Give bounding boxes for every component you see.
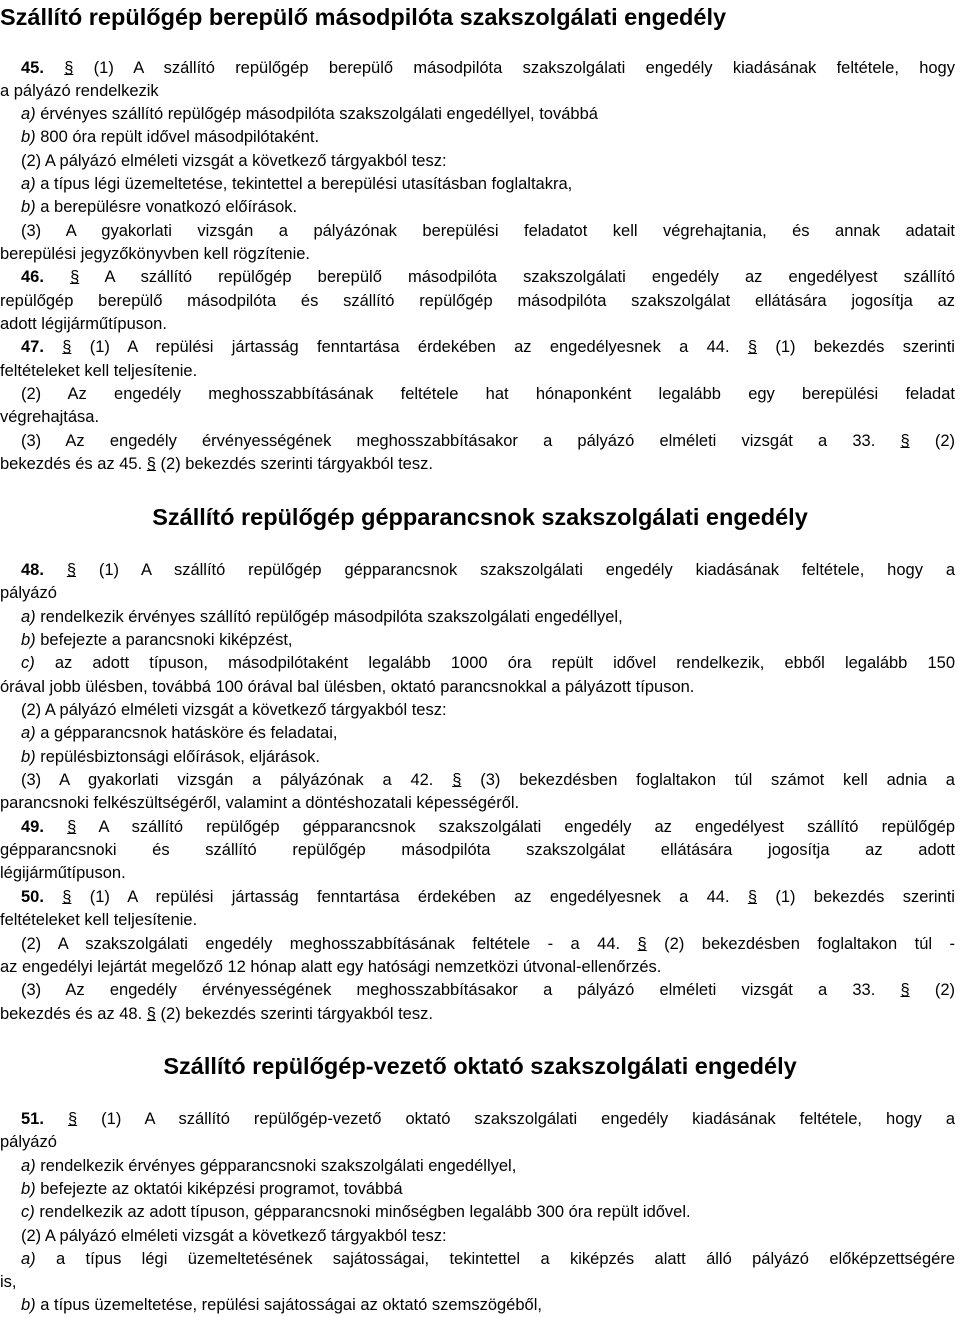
paragraph-47-line: (3) Az engedély érvényességének meghosszabbításakor a pályázó elméleti vizsgát a 33. § (2) [21, 432, 955, 450]
section-sign-link[interactable]: § [66, 561, 76, 579]
paragraph-45-line: (3) A gyakorlati vizsgán a pályázónak berepülési feladatot kell végrehajtania, és annak adatait [21, 222, 955, 240]
paragraph-48-line: 48. § (1) A szállító repülőgép gépparancsnok szakszolgálati engedély kiadásának feltétele, hogy a [21, 561, 955, 579]
list-item-b: b) a típus üzemeltetése, repülési sajátosságai az oktató szemszögéből, [21, 1296, 542, 1314]
list-item-b: b) befejezte az oktatói kiképzési programot, továbbá [21, 1180, 403, 1198]
section-sign-link[interactable]: § [747, 888, 758, 906]
section-sign-link[interactable]: § [62, 888, 72, 906]
paragraph-47-line: feltételeket kell teljesítenie. [0, 362, 198, 380]
section-sign-link[interactable]: § [637, 935, 647, 953]
section-sign-link[interactable]: § [747, 338, 758, 356]
list-item-b: b) 800 óra repült idővel másodpilótaként. [21, 128, 320, 146]
paragraph-47-line: 47. § (1) A repülési jártasság fenntartása érdekében az engedélyesnek a 44. § (1) bekezdés szerinti [21, 338, 955, 356]
section-sign-link[interactable]: § [62, 338, 72, 356]
paragraph-46-line: 46. § A szállító repülőgép berepülő másodpilóta szakszolgálati engedély az engedélyest szállító [21, 268, 955, 286]
list-item-c: c) rendelkezik az adott típuson, gépparancsnoki minőségben legalább 300 óra repült idővel. [21, 1203, 691, 1221]
paragraph-50-line: feltételeket kell teljesítenie. [0, 911, 198, 929]
paragraph-49-line: 49. § A szállító repülőgép gépparancsnok szakszolgálati engedély az engedélyest szállító repülőgép [21, 818, 955, 836]
section-sign-link[interactable]: § [146, 455, 156, 473]
section-sign-link[interactable]: § [900, 981, 910, 999]
list-item-c: c) az adott típuson, másodpilótaként legalább 1000 óra repült idővel rendelkezik, ebből legalább 150 [21, 654, 955, 672]
paragraph-46-line: adott légijárműtípuson. [0, 315, 167, 333]
list-item-a: a) érvényes szállító repülőgép másodpilóta szakszolgálati engedéllyel, továbbá [21, 105, 598, 123]
list-item-a: a) a gépparancsnok hatásköre és feladatai, [21, 724, 338, 742]
paragraph-50-line: az engedélyi lejártát megelőző 12 hónap alatt egy hatósági nemzetközi útvonal-ellenőrzés. [0, 958, 662, 976]
section-sign-link[interactable]: § [452, 771, 462, 789]
paragraph-45-line: berepülési jegyzőkönyvben kell rögzítenie. [0, 245, 311, 263]
paragraph-49-line: légijárműtípuson. [0, 864, 126, 882]
list-item-b: b) a berepülésre vonatkozó előírások. [21, 198, 298, 216]
list-item-b: b) befejezte a parancsnoki kiképzést, [21, 631, 293, 649]
list-item-a: a) rendelkezik érvényes szállító repülőgép másodpilóta szakszolgálati engedéllyel, [21, 608, 623, 626]
section-sign-link[interactable]: § [70, 268, 80, 286]
section-sign-link[interactable]: § [67, 1110, 78, 1128]
paragraph-50-line: bekezdés és az 48. § (2) bekezdés szerinti tárgyakból tesz. [0, 1005, 433, 1023]
paragraph-45-line: a pályázó rendelkezik [0, 82, 159, 100]
paragraph-50-line: 50. § (1) A repülési jártasság fenntartása érdekében az engedélyesnek a 44. § (1) bekezdés szerinti [21, 888, 955, 906]
paragraph-48-line: pályázó [0, 584, 57, 602]
paragraph-48-line: parancsnoki felkészültségéről, valamint a döntéshozatali képességéről. [0, 794, 520, 812]
section-sign-link[interactable]: § [64, 59, 74, 77]
heading-oktato: Szállító repülőgép-vezető oktató szakszolgálati engedély [163, 1053, 797, 1079]
list-item-a: a) a típus légi üzemeltetése, tekintettel a berepülési utasításban foglaltakra, [21, 175, 573, 193]
heading-gepparancsnok: Szállító repülőgép gépparancsnok szakszolgálati engedély [152, 504, 808, 530]
paragraph-number: 45. [21, 59, 44, 77]
heading-berepulo-masodpilota: Szállító repülőgép berepülő másodpilóta szakszolgálati engedély [0, 4, 727, 30]
paragraph-47-line: végrehajtása. [0, 408, 100, 426]
paragraph-51-line: 51. § (1) A szállító repülőgép-vezető oktató szakszolgálati engedély kiadásának feltétele, hogy a [21, 1110, 956, 1128]
paragraph-45-line: (2) A pályázó elméleti vizsgát a következő tárgyakból tesz: [21, 152, 447, 170]
paragraph-47-line: bekezdés és az 45. § (2) bekezdés szerinti tárgyakból tesz. [0, 455, 433, 473]
paragraph-51-line: is, [0, 1273, 17, 1291]
paragraph-51-line: pályázó [0, 1133, 57, 1151]
list-item-a: a) a típus légi üzemeltetésének sajátosságai, tekintettel a kiképzés alatt álló pályázó előképzettségére [21, 1250, 955, 1268]
paragraph-45-line: 45. § (1) A szállító repülőgép berepülő másodpilóta szakszolgálati engedély kiadásának feltétele, hogy [21, 59, 955, 77]
paragraph-49-line: gépparancsnoki és szállító repülőgép másodpilóta szakszolgálat ellátására jogosítja az adott [0, 841, 955, 859]
list-item-a: a) rendelkezik érvényes gépparancsnoki szakszolgálati engedéllyel, [21, 1157, 517, 1175]
section-sign-link[interactable]: § [900, 432, 910, 450]
paragraph-47-line: (2) Az engedély meghosszabbításának feltétele hat hónaponként legalább egy berepülési feladat [21, 385, 955, 403]
section-sign-link[interactable]: § [146, 1005, 156, 1023]
paragraph-48-line: (3) A gyakorlati vizsgán a pályázónak a 42. § (3) bekezdésben foglaltakon túl számot kell adnia a [21, 771, 955, 789]
paragraph-46-line: repülőgép berepülő másodpilóta és szállító repülőgép másodpilóta szakszolgálat ellátására jogosítja az [0, 292, 955, 310]
section-sign-link[interactable]: § [67, 818, 77, 836]
paragraph-48-line: órával jobb ülésben, továbbá 100 órával bal ülésben, oktató parancsnokkal a pályázott típuson. [0, 678, 695, 696]
paragraph-51-line: (2) A pályázó elméleti vizsgát a következő tárgyakból tesz: [21, 1227, 447, 1245]
paragraph-50-line: (2) A szakszolgálati engedély meghosszabbításának feltétele - a 44. § (2) bekezdésben foglaltakon túl - [21, 935, 956, 953]
list-item-b: b) repülésbiztonsági előírások, eljárások. [21, 748, 320, 766]
paragraph-48-line: (2) A pályázó elméleti vizsgát a következő tárgyakból tesz: [21, 701, 447, 719]
paragraph-50-line: (3) Az engedély érvényességének meghosszabbításakor a pályázó elméleti vizsgát a 33. § (2) [21, 981, 955, 999]
